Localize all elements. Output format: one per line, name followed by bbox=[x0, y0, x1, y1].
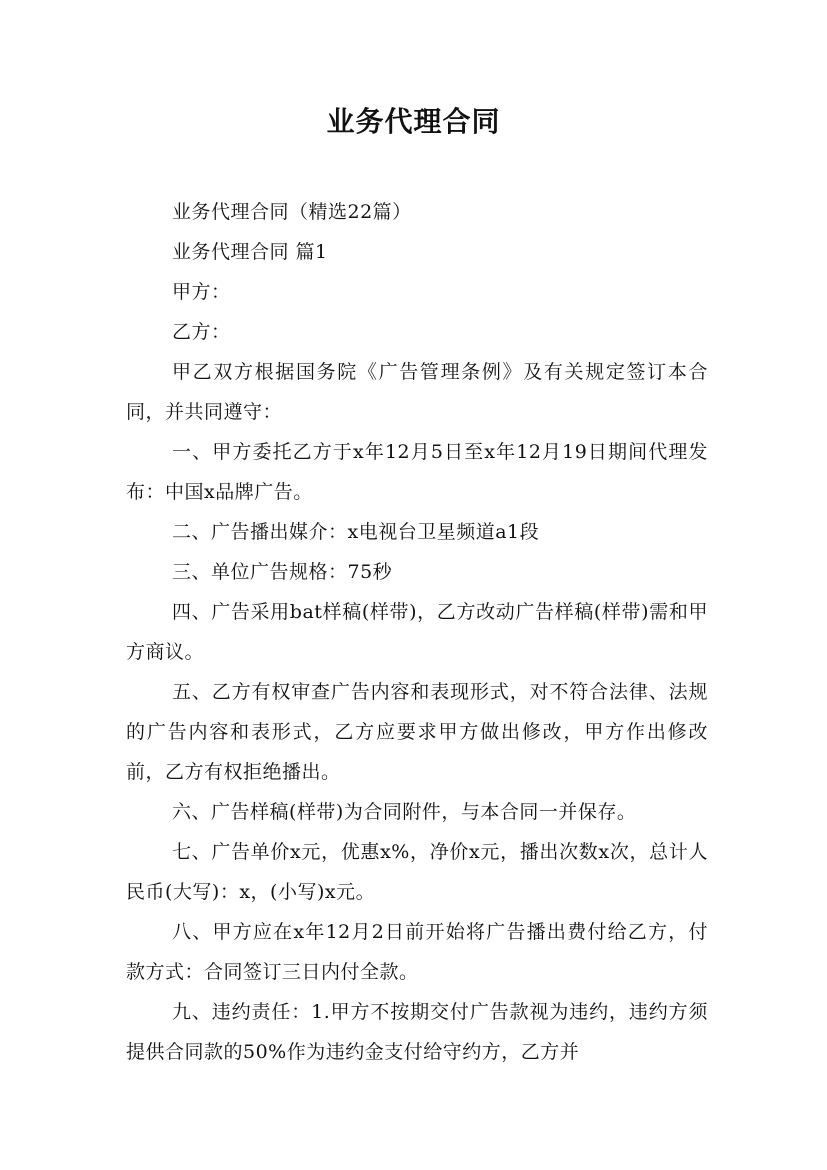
paragraph-clause-2: 二、广告播出媒介：x电视台卫星频道a1段 bbox=[172, 521, 540, 543]
paragraph-clause-1: 一、甲方委托乙方于x年12月5日至x年12月19日期间代理发布：中国x品牌广告。 bbox=[126, 441, 708, 503]
paragraph-clause-8: 八、甲方应在x年12月2日前开始将广告播出费付给乙方，付款方式：合同签订三日内付全款。 bbox=[126, 921, 708, 983]
document-body bbox=[126, 192, 708, 1072]
paragraph-clause-9: 九、违约责任：1.甲方不按期交付广告款视为违约，违约方须提供合同款的50%作为违约金支付给守约方，乙方并 bbox=[126, 1001, 708, 1063]
paragraph-clause-5: 五、乙方有权审查广告内容和表现形式，对不符合法律、法规的广告内容和表形式，乙方应要求甲方做出修改，甲方作出修改前，乙方有权拒绝播出。 bbox=[126, 681, 708, 783]
paragraph-section-heading: 业务代理合同 篇1 bbox=[172, 241, 328, 263]
document-title: 业务代理合同 bbox=[326, 105, 501, 138]
paragraph-clause-3: 三、单位广告规格：75秒 bbox=[172, 561, 393, 583]
paragraph-clause-6: 六、广告样稿(样带)为合同附件，与本合同一并保存。 bbox=[172, 801, 637, 823]
paragraph-party-b: 乙方： bbox=[172, 321, 231, 343]
paragraph-subtitle: 业务代理合同（精选22篇） bbox=[172, 201, 412, 223]
paragraph-clause-7: 七、广告单价x元，优惠x%，净价x元，播出次数x次，总计人民币(大写)：x，(小写)x元。 bbox=[126, 841, 708, 903]
paragraph-party-a: 甲方： bbox=[172, 281, 231, 303]
paragraph-preamble: 甲乙双方根据国务院《广告管理条例》及有关规定签订本合同，并共同遵守： bbox=[126, 361, 708, 423]
paragraph-clause-4: 四、广告采用bat样稿(样带)，乙方改动广告样稿(样带)需和甲方商议。 bbox=[126, 601, 708, 663]
